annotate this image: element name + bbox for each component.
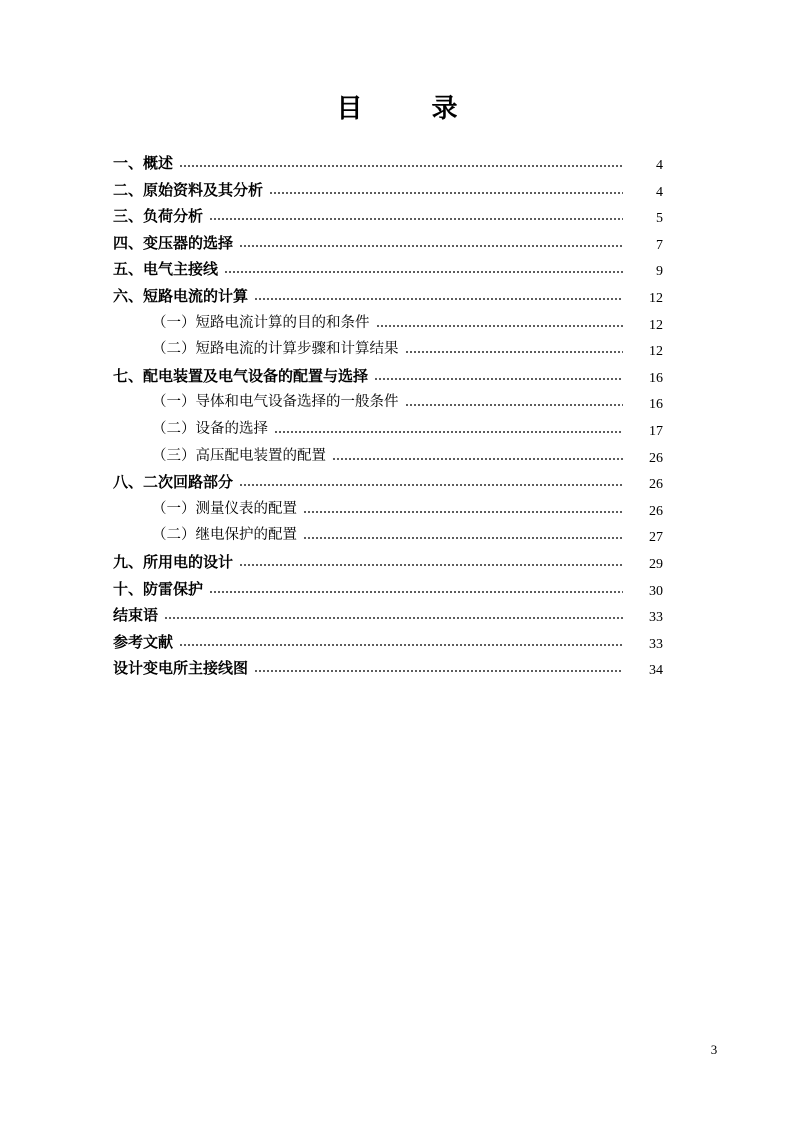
toc-subentry[interactable] [152,416,663,442]
toc-entry[interactable] [113,230,663,256]
toc-dot-leader [239,469,623,495]
toc-entry-page: 27 [649,530,663,546]
toc-entry[interactable] [113,576,663,602]
toc-entry-page: 26 [649,450,663,466]
toc-entry-title: （一）短路电流计算的目的和条件 [152,314,370,331]
toc-entry-title: （二）短路电流的计算步骤和计算结果 [152,341,399,358]
toc-entry[interactable] [113,203,663,229]
toc-subentry[interactable] [152,336,663,362]
toc-entry-page: 12 [649,344,663,360]
toc-entry-page: 33 [649,636,663,652]
toc-entry-page: 9 [656,264,663,280]
toc-entry-page: 30 [649,583,663,599]
toc-dot-leader [209,203,623,229]
page-title: 目 录 [336,94,488,124]
toc-entry-page: 5 [656,211,663,227]
toc-entry-title: （二）继电保护的配置 [152,527,297,544]
toc-entry-page: 4 [656,184,663,200]
toc-entry-title: 参考文献 [113,632,174,651]
toc-dot-leader [332,443,623,469]
toc-entry-title: （一）测量仪表的配置 [152,500,297,517]
toc-entry-page: 12 [649,291,663,306]
toc-dot-leader [239,549,623,575]
toc-entry-page: 26 [649,477,663,493]
toc-dot-leader [303,496,623,522]
toc-entry-page: 16 [649,397,663,413]
toc-entry[interactable] [113,256,663,282]
toc-dot-leader [239,230,623,256]
toc-entry-page: 17 [649,424,663,439]
toc-entry[interactable] [113,283,663,309]
toc-entry-title: 一、概述 [113,154,174,172]
toc-entry-title: 八、二次回路部分 [113,473,234,492]
toc-entry-page: 12 [649,317,663,333]
toc-entry-title: （二）设备的选择 [152,421,268,437]
toc-entry-page: 34 [649,663,663,679]
toc-dot-leader [303,522,623,548]
toc-entry-title: （一）导体和电气设备选择的一般条件 [152,394,399,411]
toc-entry-page: 29 [649,557,663,572]
toc-dot-leader [376,310,624,336]
toc-entry-page: 16 [649,370,663,386]
toc-entry-title: 三、负荷分析 [113,207,204,226]
toc-entry-title: 十、防雷保护 [113,579,204,598]
toc-entry[interactable] [113,469,663,495]
toc-subentry[interactable] [152,522,663,548]
toc-dot-leader [405,336,624,362]
toc-entry-title: 九、所用电的设计 [113,553,234,571]
toc-entry-title: 设计变电所主接线图 [113,659,249,678]
toc-entry-page: 7 [656,237,663,253]
toc-entry[interactable] [113,549,663,575]
toc-dot-leader [179,150,623,176]
toc-entry-title: 四、变压器的选择 [113,233,234,252]
toc-entry-title: （三）高压配电装置的配置 [152,447,326,464]
toc-subentry[interactable] [152,389,663,415]
toc-entry[interactable] [113,177,663,203]
toc-dot-leader [254,283,623,309]
toc-dot-leader [254,655,623,681]
toc-entry[interactable] [113,602,663,628]
toc-subentry[interactable] [152,310,663,336]
toc-dot-leader [374,363,623,389]
toc-entry[interactable] [113,629,663,655]
toc-dot-leader [209,576,623,602]
toc-dot-leader [224,256,623,282]
toc-entry-page: 26 [649,503,663,519]
toc-dot-leader [269,177,623,203]
toc-entry-title: 六、短路电流的计算 [113,287,249,305]
toc-entry[interactable] [113,150,663,176]
toc-entry-title: 二、原始资料及其分析 [113,180,264,199]
toc-entry-page: 33 [649,610,663,626]
page-number: 3 [710,1042,718,1057]
toc-entry[interactable] [113,363,663,389]
toc-subentry[interactable] [152,496,663,522]
toc-entry-title: 五、电气主接线 [113,260,219,279]
toc-entry-title: 七、配电装置及电气设备的配置与选择 [113,366,369,385]
toc-entry-page: 4 [656,158,663,173]
toc-subentry[interactable] [152,443,663,469]
toc-dot-leader [164,602,623,628]
toc-dot-leader [405,389,624,415]
toc-entry-title: 结束语 [113,606,159,625]
toc-dot-leader [179,629,623,655]
toc-entry[interactable] [113,655,663,681]
toc-dot-leader [274,416,623,442]
